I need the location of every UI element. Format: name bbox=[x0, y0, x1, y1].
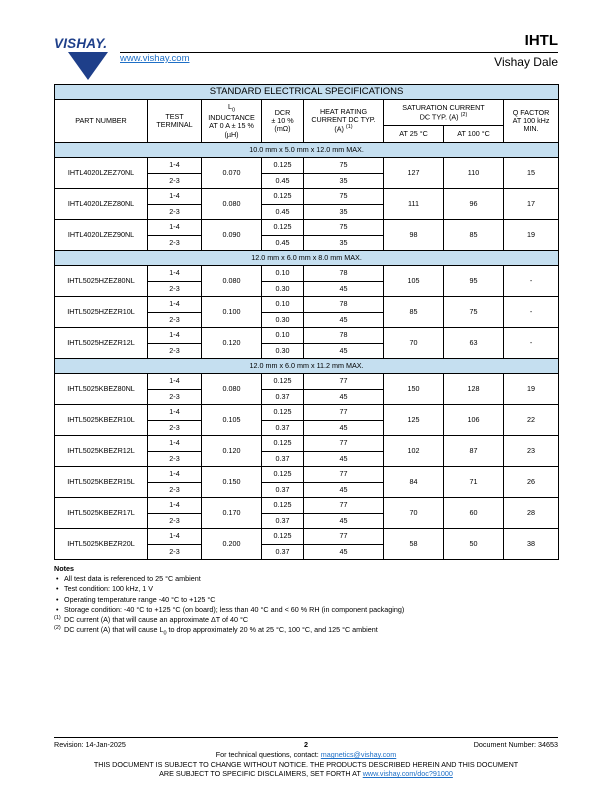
q-factor-cell: 22 bbox=[504, 405, 559, 436]
sat-100c-cell: 95 bbox=[444, 266, 504, 297]
test-terminal-cell: 1-4 bbox=[148, 328, 202, 344]
col-heat-rating: HEAT RATING CURRENT DC TYP. (A) $^{(1)}$ bbox=[304, 100, 384, 143]
footnote-1-text: DC current (A) that will cause an approximate ΔT of 40 °C bbox=[64, 615, 249, 625]
dcr-cell: 0.45 bbox=[262, 173, 304, 189]
table-title: STANDARD ELECTRICAL SPECIFICATIONS bbox=[55, 85, 559, 100]
dcr-cell: 0.10 bbox=[262, 297, 304, 313]
col-sat-100c: AT 100 °C bbox=[444, 126, 504, 143]
inductance-cell: 0.080 bbox=[202, 266, 262, 297]
dcr-cell: 0.125 bbox=[262, 189, 304, 205]
dcr-cell: 0.125 bbox=[262, 374, 304, 390]
test-terminal-cell: 1-4 bbox=[148, 529, 202, 545]
sat-100c-cell: 75 bbox=[444, 297, 504, 328]
table-row bbox=[55, 467, 559, 483]
col-saturation-current: SATURATION CURRENT DC TYP. (A) $^{(2)}$ bbox=[384, 100, 504, 126]
heat-rating-cell: 45 bbox=[304, 281, 384, 297]
sat-25c-cell: 85 bbox=[384, 297, 444, 328]
part-number-cell: IHTL5025KBEZR17L bbox=[55, 498, 148, 529]
spec-table bbox=[54, 84, 559, 560]
sat-100c-cell: 60 bbox=[444, 498, 504, 529]
disclaimer-line-2: ARE SUBJECT TO SPECIFIC DISCLAIMERS, SET FORTH AT www.vishay.com/doc?91000 bbox=[159, 769, 453, 778]
dcr-cell: 0.37 bbox=[262, 544, 304, 560]
heat-rating-cell: 45 bbox=[304, 389, 384, 405]
dcr-cell: 0.10 bbox=[262, 266, 304, 282]
inductance-cell: 0.105 bbox=[202, 405, 262, 436]
dcr-cell: 0.37 bbox=[262, 482, 304, 498]
heat-rating-cell: 45 bbox=[304, 513, 384, 529]
sat-25c-cell: 70 bbox=[384, 498, 444, 529]
test-terminal-cell: 1-4 bbox=[148, 498, 202, 514]
logo-triangle-icon bbox=[54, 36, 114, 80]
note-bullet: • Operating temperature range -40 °C to +125 °C bbox=[54, 595, 558, 605]
test-terminal-cell: 2-3 bbox=[148, 544, 202, 560]
heat-rating-cell: 77 bbox=[304, 498, 384, 514]
heat-rating-cell: 35 bbox=[304, 235, 384, 251]
inductance-cell: 0.080 bbox=[202, 189, 262, 220]
note-bullet: • Test condition: 100 kHz, 1 V bbox=[54, 584, 558, 594]
heat-rating-cell: 77 bbox=[304, 529, 384, 545]
contact-line: For technical questions, contact: magnetics@vishay.com bbox=[215, 750, 397, 759]
q-factor-cell: - bbox=[504, 328, 559, 359]
test-terminal-cell: 2-3 bbox=[148, 343, 202, 359]
heat-rating-cell: 45 bbox=[304, 482, 384, 498]
table-row bbox=[55, 328, 559, 344]
table-row bbox=[55, 498, 559, 514]
test-terminal-cell: 1-4 bbox=[148, 189, 202, 205]
heat-rating-cell: 45 bbox=[304, 343, 384, 359]
part-number-cell: IHTL5025HZEZR12L bbox=[55, 328, 148, 359]
heat-rating-cell: 45 bbox=[304, 544, 384, 560]
test-terminal-cell: 1-4 bbox=[148, 297, 202, 313]
sat-25c-cell: 127 bbox=[384, 158, 444, 189]
test-terminal-cell: 2-3 bbox=[148, 420, 202, 436]
sat-100c-cell: 96 bbox=[444, 189, 504, 220]
part-number-cell: IHTL5025KBEZR15L bbox=[55, 467, 148, 498]
group-label: 10.0 mm x 5.0 mm x 12.0 mm MAX. bbox=[55, 143, 559, 158]
part-number-cell: IHTL5025HZEZR10L bbox=[55, 297, 148, 328]
sat-25c-cell: 125 bbox=[384, 405, 444, 436]
q-factor-cell: 26 bbox=[504, 467, 559, 498]
heat-rating-cell: 75 bbox=[304, 158, 384, 174]
inductance-cell: 0.200 bbox=[202, 529, 262, 560]
table-row bbox=[55, 529, 559, 545]
inductance-cell: 0.170 bbox=[202, 498, 262, 529]
dcr-cell: 0.30 bbox=[262, 312, 304, 328]
note-bullet: • All test data is referenced to 25 °C ambient bbox=[54, 574, 558, 584]
col-dcr: DCR ± 10 % (mΩ) bbox=[262, 100, 304, 143]
sat-25c-cell: 58 bbox=[384, 529, 444, 560]
logo-wordmark: VISHAY. bbox=[54, 36, 108, 51]
col-inductance: $L_0$ INDUCTANCE AT 0 A ± 15 % (µH) bbox=[202, 100, 262, 143]
heat-rating-cell: 77 bbox=[304, 436, 384, 452]
part-number-cell: IHTL5025KBEZR10L bbox=[55, 405, 148, 436]
group-row bbox=[55, 251, 559, 266]
table-row bbox=[55, 374, 559, 390]
inductance-cell: 0.150 bbox=[202, 467, 262, 498]
q-factor-cell: 15 bbox=[504, 158, 559, 189]
q-factor-cell: 28 bbox=[504, 498, 559, 529]
sat-100c-cell: 87 bbox=[444, 436, 504, 467]
q-factor-cell: - bbox=[504, 266, 559, 297]
heat-rating-cell: 77 bbox=[304, 405, 384, 421]
test-terminal-cell: 2-3 bbox=[148, 281, 202, 297]
test-terminal-cell: 2-3 bbox=[148, 389, 202, 405]
test-terminal-cell: 1-4 bbox=[148, 374, 202, 390]
part-number-cell: IHTL5025KBEZ80NL bbox=[55, 374, 148, 405]
heat-rating-cell: 77 bbox=[304, 374, 384, 390]
heat-rating-cell: 78 bbox=[304, 328, 384, 344]
q-factor-cell: - bbox=[504, 297, 559, 328]
footnote-1-marker: (1) bbox=[54, 615, 61, 622]
footer-rule bbox=[54, 737, 558, 738]
sat-100c-cell: 63 bbox=[444, 328, 504, 359]
group-label: 12.0 mm x 6.0 mm x 11.2 mm MAX. bbox=[55, 359, 559, 374]
dcr-cell: 0.125 bbox=[262, 436, 304, 452]
dcr-cell: 0.37 bbox=[262, 451, 304, 467]
dcr-cell: 0.10 bbox=[262, 328, 304, 344]
inductance-cell: 0.090 bbox=[202, 220, 262, 251]
part-number-cell: IHTL5025HZEZ80NL bbox=[55, 266, 148, 297]
part-number-cell: IHTL5025KBEZR12L bbox=[55, 436, 148, 467]
sat-100c-cell: 110 bbox=[444, 158, 504, 189]
document-number: Document Number: 34653 bbox=[473, 740, 558, 749]
test-terminal-cell: 1-4 bbox=[148, 158, 202, 174]
contact-email-link[interactable]: magnetics@vishay.com bbox=[320, 750, 397, 759]
dcr-cell: 0.125 bbox=[262, 405, 304, 421]
inductance-cell: 0.070 bbox=[202, 158, 262, 189]
q-factor-cell: 23 bbox=[504, 436, 559, 467]
heat-rating-cell: 75 bbox=[304, 189, 384, 205]
sat-25c-cell: 84 bbox=[384, 467, 444, 498]
sat-25c-cell: 102 bbox=[384, 436, 444, 467]
inductance-cell: 0.120 bbox=[202, 328, 262, 359]
dcr-cell: 0.125 bbox=[262, 467, 304, 483]
test-terminal-cell: 2-3 bbox=[148, 513, 202, 529]
test-terminal-cell: 1-4 bbox=[148, 266, 202, 282]
sat-25c-cell: 98 bbox=[384, 220, 444, 251]
dcr-cell: 0.37 bbox=[262, 420, 304, 436]
heat-rating-cell: 78 bbox=[304, 297, 384, 313]
revision-date: Revision: 14-Jan-2025 bbox=[54, 740, 126, 749]
dcr-cell: 0.125 bbox=[262, 529, 304, 545]
table-row bbox=[55, 436, 559, 452]
part-number-cell: IHTL4020LZEZ70NL bbox=[55, 158, 148, 189]
test-terminal-cell: 1-4 bbox=[148, 405, 202, 421]
q-factor-cell: 38 bbox=[504, 529, 559, 560]
table-row bbox=[55, 266, 559, 282]
notes-title: Notes bbox=[54, 564, 74, 573]
part-number-cell: IHTL4020LZEZ80NL bbox=[55, 189, 148, 220]
test-terminal-cell: 2-3 bbox=[148, 451, 202, 467]
footnote-2-marker: (2) bbox=[54, 625, 61, 632]
part-title: IHTL bbox=[524, 32, 558, 49]
inductance-cell: 0.120 bbox=[202, 436, 262, 467]
inductance-cell: 0.080 bbox=[202, 374, 262, 405]
test-terminal-cell: 2-3 bbox=[148, 173, 202, 189]
vishay-logo bbox=[54, 36, 114, 80]
heat-rating-cell: 35 bbox=[304, 173, 384, 189]
test-terminal-cell: 2-3 bbox=[148, 482, 202, 498]
part-number-cell: IHTL4020LZEZ90NL bbox=[55, 220, 148, 251]
q-factor-cell: 17 bbox=[504, 189, 559, 220]
q-factor-cell: 19 bbox=[504, 220, 559, 251]
col-q-factor: Q FACTOR AT 100 kHz MIN. bbox=[504, 100, 559, 143]
inductance-cell: 0.100 bbox=[202, 297, 262, 328]
table-row bbox=[55, 158, 559, 174]
sat-100c-cell: 50 bbox=[444, 529, 504, 560]
disclaimer-url-link[interactable]: www.vishay.com/doc?91000 bbox=[362, 769, 453, 778]
dcr-cell: 0.45 bbox=[262, 235, 304, 251]
q-factor-cell: 19 bbox=[504, 374, 559, 405]
heat-rating-cell: 45 bbox=[304, 312, 384, 328]
dcr-cell: 0.125 bbox=[262, 158, 304, 174]
sat-25c-cell: 70 bbox=[384, 328, 444, 359]
note-bullet: • Storage condition: -40 °C to +125 °C (on board); less than 40 °C and < 60 % RH (in component packaging) bbox=[54, 605, 558, 615]
heat-rating-cell: 77 bbox=[304, 467, 384, 483]
table-row bbox=[55, 220, 559, 236]
sat-100c-cell: 128 bbox=[444, 374, 504, 405]
sat-25c-cell: 111 bbox=[384, 189, 444, 220]
footnote-1 bbox=[54, 615, 558, 625]
test-terminal-cell: 1-4 bbox=[148, 220, 202, 236]
disclaimer-line-1: THIS DOCUMENT IS SUBJECT TO CHANGE WITHOUT NOTICE. THE PRODUCTS DESCRIBED HEREIN AND THIS DOCUMENT bbox=[93, 760, 519, 769]
part-number-cell: IHTL5025KBEZR20L bbox=[55, 529, 148, 560]
col-sat-25c: AT 25 °C bbox=[384, 126, 444, 143]
sat-100c-cell: 71 bbox=[444, 467, 504, 498]
table-row bbox=[55, 297, 559, 313]
test-terminal-cell: 2-3 bbox=[148, 235, 202, 251]
dcr-cell: 0.37 bbox=[262, 513, 304, 529]
footnote-2: (2) DC current (A) that will cause $L_0$ to drop approximately 20 % at 25 °C, 100 °C, and 125 °C ambient bbox=[54, 625, 378, 637]
sat-25c-cell: 105 bbox=[384, 266, 444, 297]
dcr-cell: 0.45 bbox=[262, 204, 304, 220]
test-terminal-cell: 1-4 bbox=[148, 467, 202, 483]
heat-rating-cell: 45 bbox=[304, 451, 384, 467]
heat-rating-cell: 78 bbox=[304, 266, 384, 282]
sat-25c-cell: 150 bbox=[384, 374, 444, 405]
table-row bbox=[55, 189, 559, 205]
table-row bbox=[55, 405, 559, 421]
test-terminal-cell: 1-4 bbox=[148, 436, 202, 452]
group-row bbox=[55, 143, 559, 158]
col-test-terminal: TEST TERMINAL bbox=[148, 100, 202, 143]
test-terminal-cell: 2-3 bbox=[148, 204, 202, 220]
dcr-cell: 0.125 bbox=[262, 498, 304, 514]
heat-rating-cell: 45 bbox=[304, 420, 384, 436]
test-terminal-cell: 2-3 bbox=[148, 312, 202, 328]
group-label: 12.0 mm x 6.0 mm x 8.0 mm MAX. bbox=[55, 251, 559, 266]
sat-100c-cell: 85 bbox=[444, 220, 504, 251]
page-header bbox=[54, 30, 558, 80]
heat-rating-cell: 75 bbox=[304, 220, 384, 236]
dcr-cell: 0.37 bbox=[262, 389, 304, 405]
sat-100c-cell: 106 bbox=[444, 405, 504, 436]
heat-rating-cell: 35 bbox=[304, 204, 384, 220]
website-link[interactable]: www.vishay.com bbox=[120, 53, 190, 64]
dcr-cell: 0.125 bbox=[262, 220, 304, 236]
dcr-cell: 0.30 bbox=[262, 281, 304, 297]
dcr-cell: 0.30 bbox=[262, 343, 304, 359]
notes-section bbox=[54, 564, 558, 639]
col-part-number: PART NUMBER bbox=[55, 100, 148, 143]
company-name: Vishay Dale bbox=[494, 55, 558, 69]
group-row bbox=[55, 359, 559, 374]
page-number: 2 bbox=[304, 740, 308, 749]
spec-table-body bbox=[55, 143, 559, 560]
